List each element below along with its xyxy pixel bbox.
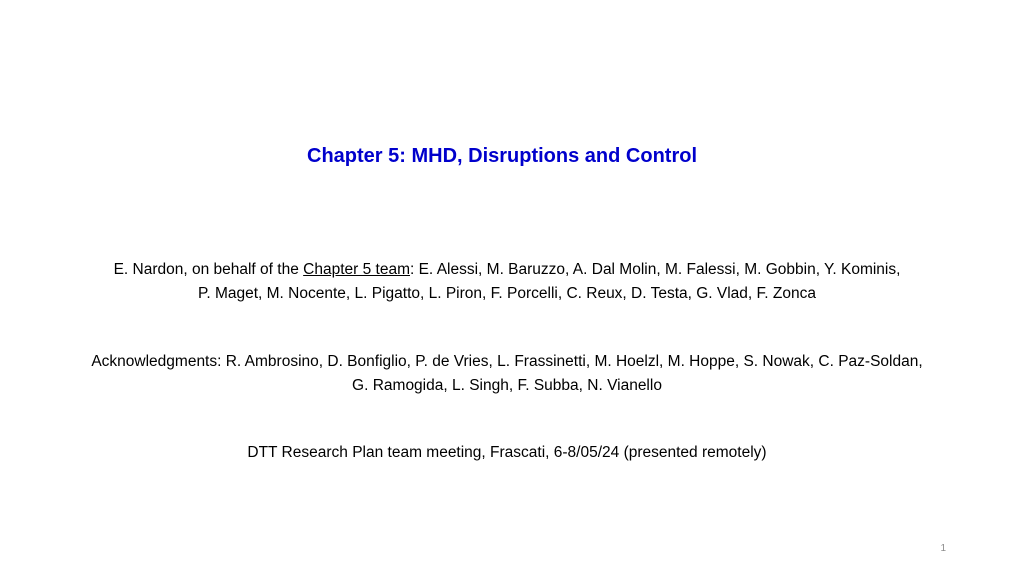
meeting-line: DTT Research Plan team meeting, Frascati, 6-8/05/24 (presented remotely): [247, 444, 767, 461]
acknowledgments-line-2: G. Ramogida, L. Singh, F. Subba, N. Vianello: [352, 377, 662, 394]
acknowledgments-block: [0, 350, 1014, 398]
page-number: 1: [940, 543, 946, 554]
authors-prefix: E. Nardon, on behalf of the: [113, 261, 304, 278]
authors-block: [0, 258, 1014, 306]
slide-title: Chapter 5: MHD, Disruptions and Control: [307, 145, 697, 167]
authors-line-1-rest: : E. Alessi, M. Baruzzo, A. Dal Molin, M. Falessi, M. Gobbin, Y. Kominis,: [409, 261, 901, 278]
authors-line-2: P. Maget, M. Nocente, L. Pigatto, L. Piron, F. Porcelli, C. Reux, D. Testa, G. Vlad, F. Zonca: [198, 285, 816, 302]
meeting-info: [0, 441, 1014, 465]
chapter-team-link[interactable]: Chapter 5 team: [303, 261, 410, 278]
authors-line-1: [0, 258, 1014, 282]
acknowledgments-line-1: Acknowledgments: R. Ambrosino, D. Bonfiglio, P. de Vries, L. Frassinetti, M. Hoelzl, M. Hoppe, S. Nowak, C. Paz-Soldan,: [91, 353, 923, 370]
